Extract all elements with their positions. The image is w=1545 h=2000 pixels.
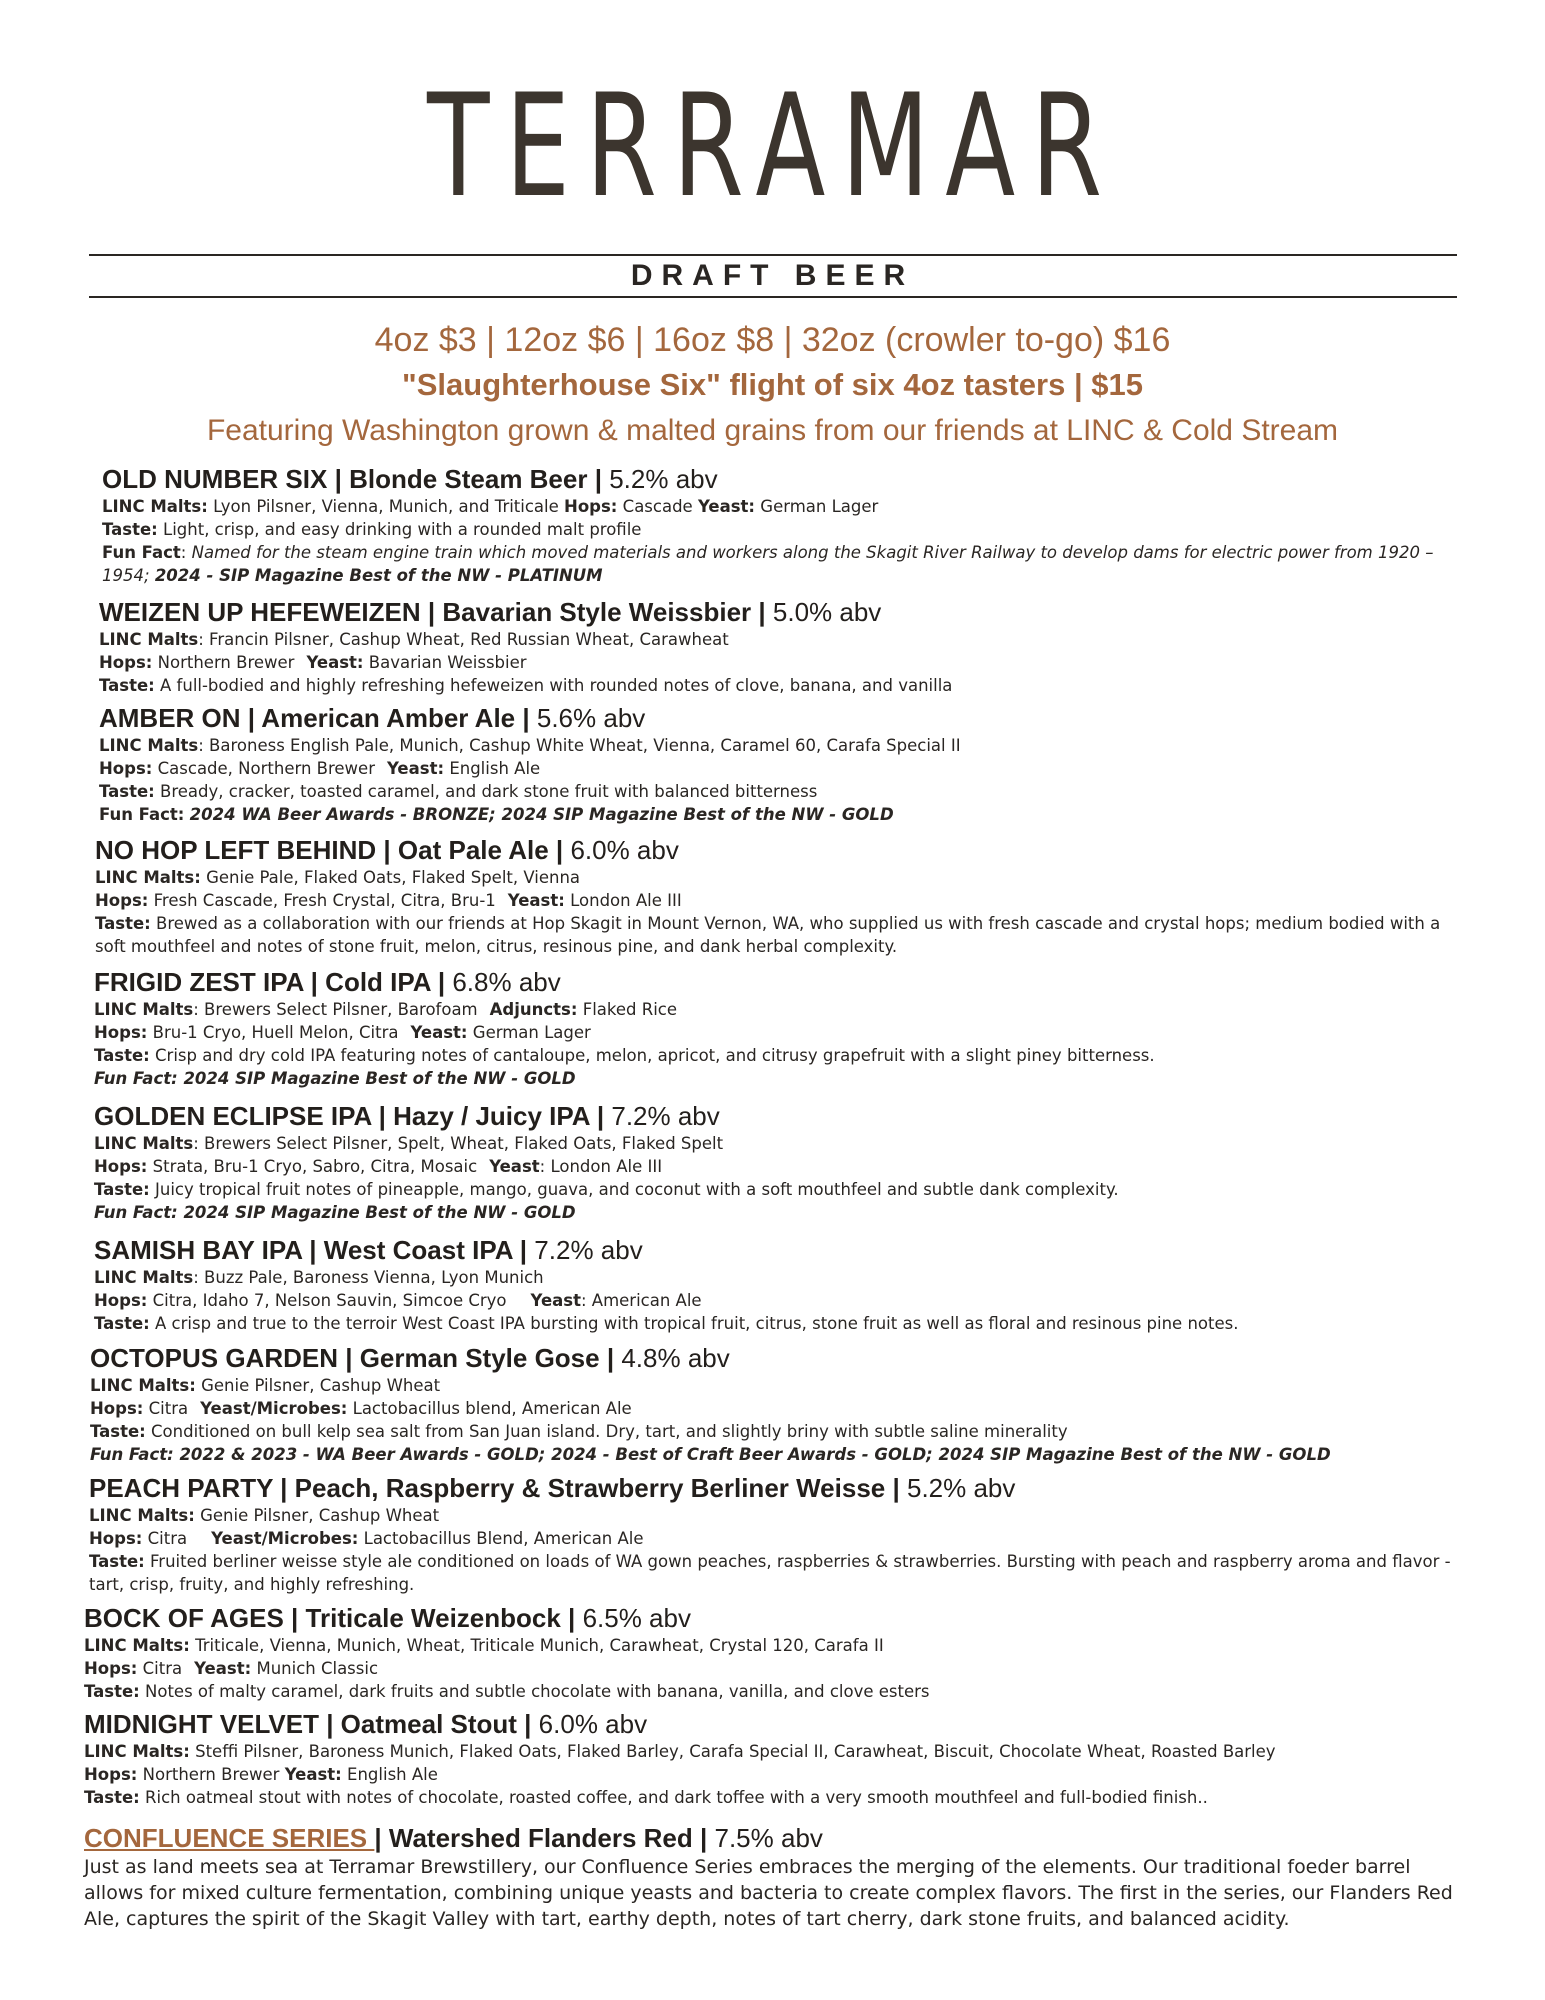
hops-value: Cascade <box>622 497 693 516</box>
beer-hops-yeast <box>89 1527 1465 1550</box>
beer-taste <box>89 1550 1465 1596</box>
beer-hops-yeast <box>95 889 1465 912</box>
beer-taste <box>94 1312 1465 1335</box>
beer-name: WEIZEN UP HEFEWEIZEN | Bavarian Style Weissbier | <box>99 597 766 627</box>
malts-value: Genie Pale, Flaked Oats, Flaked Spelt, Vienna <box>206 868 581 887</box>
beer-abv: 7.5% abv <box>714 1823 823 1853</box>
beer-name: FRIGID ZEST IPA | Cold IPA | <box>94 967 446 997</box>
beer-taste <box>99 780 1465 803</box>
taste-value: Rich oatmeal stout with notes of chocolate, roasted coffee, and dark toffee with a very smooth mouthfeel and full-bodied finish.. <box>145 1788 1208 1807</box>
beer-name: OLD NUMBER SIX | Blonde Steam Beer | <box>102 464 602 494</box>
malts-value: Baroness English Pale, Munich, Cashup White Wheat, Vienna, Caramel 60, Carafa Special II <box>209 736 961 755</box>
linc-malts-label: LINC Malts <box>94 1268 194 1287</box>
beer-item <box>99 596 1465 697</box>
yeast-value: German Lager <box>760 497 879 516</box>
yeast-label: Yeast: <box>284 1765 342 1784</box>
hops-value: Bru-1 Cryo, Huell Melon, Citra <box>152 1023 399 1042</box>
taste-label: Taste: <box>90 1422 146 1441</box>
beer-title <box>84 1602 1465 1634</box>
beer-title <box>95 834 1465 866</box>
beer-malts: LINC Malts: Brewers Select Pilsner, Spelt, Wheat, Flaked Oats, Flaked Spelt <box>94 1134 724 1153</box>
taste-label: Taste: <box>99 676 155 695</box>
beer-malts <box>89 1504 1465 1527</box>
beer-item <box>95 834 1465 958</box>
beer-name: MIDNIGHT VELVET | Oatmeal Stout | <box>84 1709 532 1739</box>
beer-malts: LINC Malts: Buzz Pale, Baroness Vienna, Lyon Munich <box>94 1268 544 1287</box>
beer-taste <box>84 1786 1465 1809</box>
beer-name: GOLDEN ECLIPSE IPA | Hazy / Juicy IPA | <box>94 1101 605 1131</box>
beer-title <box>99 596 1465 628</box>
beer-taste <box>84 1680 1465 1703</box>
yeast-value: English Ale <box>347 1765 438 1784</box>
taste-value: A full-bodied and highly refreshing hefeweizen with rounded notes of clove, banana, and vanilla <box>160 676 953 695</box>
beer-abv: 7.2% abv <box>534 1235 643 1265</box>
yeast-value: Munich Classic <box>256 1659 379 1678</box>
beer-name: PEACH PARTY | Peach, Raspberry & Strawberry Berliner Weisse | <box>89 1473 900 1503</box>
beer-taste <box>90 1420 1465 1443</box>
beer-hops-yeast <box>84 1763 1465 1786</box>
beer-item <box>94 966 1465 1090</box>
hops-label: Hops: <box>84 1659 138 1678</box>
beer-abv: 6.8% abv <box>452 967 561 997</box>
hops-value: Citra <box>142 1659 183 1678</box>
beer-abv: 6.0% abv <box>570 835 679 865</box>
beer-malts: LINC Malts: Francin Pilsner, Cashup Wheat, Red Russian Wheat, Carawheat <box>99 630 729 649</box>
beer-item <box>84 1602 1465 1703</box>
beer-fun-fact: Fun Fact: Named for the steam engine train which moved materials and workers along the Skagit River Railway to develop dams for electric power from 1920 – 1954; 2024 - SIP Magazine Best of the NW - PLATINUM <box>102 543 1434 585</box>
taste-label: Taste: <box>94 1314 150 1333</box>
malts-value: Triticale, Vienna, Munich, Wheat, Triticale Munich, Carawheat, Crystal 120, Carafa II <box>195 1636 884 1655</box>
beer-abv: 4.8% abv <box>621 1343 730 1373</box>
beer-name: NO HOP LEFT BEHIND | Oat Pale Ale | <box>95 835 564 865</box>
taste-value: A crisp and true to the terroir West Coast IPA bursting with tropical fruit, citrus, stone fruit as well as floral and resinous pine notes. <box>155 1314 1239 1333</box>
taste-label: Taste: <box>95 914 151 933</box>
beer-title <box>94 966 1465 998</box>
hops-label: Hops: <box>564 497 618 516</box>
hops-value: Cascade, Northern Brewer <box>157 759 375 778</box>
beer-taste <box>94 1178 1465 1201</box>
beer-abv: 6.5% abv <box>582 1603 691 1633</box>
taste-label: Taste: <box>99 782 155 801</box>
hops-label: Hops: <box>84 1765 138 1784</box>
featuring-note: Featuring Washington grown & malted grains from our friends at LINC & Cold Stream <box>206 414 1339 447</box>
taste-value: Bready, cracker, toasted caramel, and dark stone fruit with balanced bitterness <box>160 782 818 801</box>
beer-hops-yeast <box>84 1657 1465 1680</box>
beer-title <box>94 1100 1465 1132</box>
hops-label: Hops: <box>90 1399 144 1418</box>
yeast-label: Yeast: <box>306 653 364 672</box>
confluence-series-link[interactable]: CONFLUENCE SERIES <box>84 1823 375 1853</box>
taste-label: Taste: <box>84 1788 140 1807</box>
yeast-label: Yeast: <box>387 759 445 778</box>
yeast-value: English Ale <box>449 759 541 778</box>
yeast-microbes-label: Yeast/Microbes: <box>200 1399 348 1418</box>
taste-value: Crisp and dry cold IPA featuring notes of cantaloupe, melon, apricot, and citrusy grapefruit with a slight piney bitterness. <box>155 1046 1155 1065</box>
fun-fact-label: Fun Fact: <box>99 805 185 824</box>
taste-label: Taste: <box>94 1046 150 1065</box>
hops-value: Citra <box>147 1529 188 1548</box>
taste-label: Taste: <box>84 1682 140 1701</box>
beer-malts-hops-yeast <box>102 495 1465 518</box>
beer-taste <box>99 674 1465 697</box>
beer-fun-fact: Fun Fact: 2024 SIP Magazine Best of the NW - GOLD <box>94 1069 576 1088</box>
yeast-microbes-label: Yeast/Microbes: <box>211 1529 359 1548</box>
malts-value: Francin Pilsner, Cashup Wheat, Red Russian Wheat, Carawheat <box>209 630 729 649</box>
beer-item <box>94 1234 1465 1335</box>
beer-malts <box>90 1374 1465 1397</box>
beer-malts: LINC Malts: Baroness English Pale, Munich, Cashup White Wheat, Vienna, Caramel 60, Carafa Special II <box>99 736 961 755</box>
taste-label: Taste: <box>94 1180 150 1199</box>
hops-label: Hops: <box>99 653 153 672</box>
hops-label: Hops: <box>89 1529 143 1548</box>
fun-fact-value: 2024 WA Beer Awards - BRONZE; 2024 SIP Magazine Best of the NW - GOLD <box>189 805 894 824</box>
beer-malts <box>84 1740 1465 1763</box>
malts-value: Brewers Select Pilsner, Spelt, Wheat, Flaked Oats, Flaked Spelt <box>204 1134 724 1153</box>
malts-value: Steffi Pilsner, Baroness Munich, Flaked Oats, Flaked Barley, Carafa Special II, Carawheat, Biscuit, Chocolate Wheat, Roasted Barley <box>195 1742 1276 1761</box>
yeast-value: London Ale III <box>550 1157 663 1176</box>
yeast-value: American Ale <box>591 1291 702 1310</box>
malts-value: Lyon Pilsner, Vienna, Munich, and Triticale <box>213 497 559 516</box>
beer-hops-yeast: Hops: Citra, Idaho 7, Nelson Sauvin, Simcoe Cryo Yeast: American Ale <box>94 1291 702 1310</box>
yeast-label: Yeast: <box>410 1023 468 1042</box>
yeast-label: Yeast: <box>697 497 756 516</box>
beer-abv: 6.0% abv <box>538 1709 648 1739</box>
beer-name: OCTOPUS GARDEN | German Style Gose | <box>90 1343 615 1373</box>
beer-hops-yeast: Hops: Strata, Bru-1 Cryo, Sabro, Citra, Mosaic Yeast: London Ale III <box>94 1157 663 1176</box>
yeast-value: Lactobacillus blend, American Ale <box>352 1399 632 1418</box>
linc-malts-label: LINC Malts: <box>102 497 208 516</box>
linc-malts-label: LINC Malts: <box>84 1636 190 1655</box>
malts-value: Genie Pilsner, Cashup Wheat <box>200 1506 440 1525</box>
hops-value: Northern Brewer <box>142 1765 280 1784</box>
divider-bottom <box>89 296 1457 298</box>
linc-malts-label: LINC Malts <box>99 630 199 649</box>
taste-value: Fruited berliner weisse style ale conditioned on loads of WA gown peaches, raspberries & strawberries. Bursting with peach and raspberry aroma and flavor - tart, crisp, fruity, and highly refreshing. <box>89 1552 1451 1594</box>
yeast-label: Yeast <box>489 1157 540 1176</box>
linc-malts-label: LINC Malts: <box>95 868 201 887</box>
beer-abv: 5.0% abv <box>772 597 882 627</box>
beer-malts-adjuncts: LINC Malts: Brewers Select Pilsner, Barofoam Adjuncts: Flaked Rice <box>94 1000 678 1019</box>
linc-malts-label: LINC Malts <box>94 1134 194 1153</box>
beer-fun-fact: Fun Fact: 2022 & 2023 - WA Beer Awards - GOLD; 2024 - Best of Craft Beer Awards - GOLD; 2024 SIP Magazine Best of the NW - GOLD <box>90 1445 1331 1464</box>
beer-item <box>99 702 1465 826</box>
hops-label: Hops: <box>94 1023 148 1042</box>
linc-malts-label: LINC Malts: <box>89 1506 195 1525</box>
confluence-description: Just as land meets sea at Terramar Brewstillery, our Confluence Series embraces the merging of the elements. Our traditional foeder barrel allows for mixed culture fermentation, combining unique yeasts and bacteria to create complex flavors. The first in the series, our Flanders Red Ale, captures the spirit of the Skagit Valley with tart, earthy depth, notes of tart cherry, dark stone fruits, and balanced acidity. <box>84 1856 1453 1930</box>
beer-abv: 5.2% abv <box>609 464 718 494</box>
hops-value: Fresh Cascade, Fresh Crystal, Citra, Bru-1 <box>153 891 496 910</box>
taste-value: Brewed as a collaboration with our friends at Hop Skagit in Mount Vernon, WA, who supplied us with fresh cascade and crystal hops; medium bodied with a soft mouthfeel and notes of stone fruit, melon, citrus, resinous pine, and dank herbal complexity. <box>95 914 1441 956</box>
linc-malts-label: LINC Malts: <box>90 1376 196 1395</box>
hops-label: Hops: <box>95 891 149 910</box>
hops-value: Citra <box>148 1399 189 1418</box>
linc-malts-label: LINC Malts: <box>84 1742 190 1761</box>
yeast-label: Yeast: <box>507 891 565 910</box>
malts-value: Genie Pilsner, Cashup Wheat <box>201 1376 441 1395</box>
yeast-value: Lactobacillus Blend, American Ale <box>363 1529 644 1548</box>
linc-malts-label: LINC Malts <box>94 1000 194 1019</box>
beer-hops-yeast <box>94 1021 1465 1044</box>
beer-item <box>90 1342 1465 1466</box>
brewery-logo: TERRAMAR <box>427 64 1118 229</box>
flight-offer: "Slaughterhouse Six" flight of six 4oz tasters | $15 <box>402 367 1143 402</box>
taste-value: Notes of malty caramel, dark fruits and subtle chocolate with banana, vanilla, and clove esters <box>145 1682 930 1701</box>
yeast-label: Yeast: <box>194 1659 252 1678</box>
beer-name: | Watershed Flanders Red | <box>374 1823 708 1853</box>
beer-name: AMBER ON | American Amber Ale | <box>99 703 530 733</box>
taste-label: Taste: <box>102 520 158 539</box>
malts-value: Brewers Select Pilsner, Barofoam <box>204 1000 478 1019</box>
beer-title <box>94 1234 1465 1266</box>
beer-taste <box>102 518 1465 541</box>
hops-label: Hops: <box>94 1157 148 1176</box>
beer-name: SAMISH BAY IPA | West Coast IPA | <box>94 1235 528 1265</box>
beer-malts <box>95 866 1465 889</box>
beer-name: BOCK OF AGES | Triticale Weizenbock | <box>84 1603 576 1633</box>
taste-value: Conditioned on bull kelp sea salt from San Juan island. Dry, tart, and slightly briny with subtle saline minerality <box>151 1422 1068 1441</box>
beer-item <box>94 1100 1465 1224</box>
fun-fact-award: 2024 - SIP Magazine Best of the NW - PLATINUM <box>154 566 603 585</box>
fun-fact-label: Fun Fact <box>102 543 181 562</box>
beer-abv: 5.6% abv <box>536 703 646 733</box>
beer-taste <box>94 1044 1465 1067</box>
taste-value: Light, crisp, and easy drinking with a rounded malt profile <box>163 520 642 539</box>
hops-value: Strata, Bru-1 Cryo, Sabro, Citra, Mosaic <box>152 1157 478 1176</box>
beer-hops-yeast <box>90 1397 1465 1420</box>
beer-hops-yeast <box>99 651 1465 674</box>
taste-label: Taste: <box>89 1552 145 1571</box>
adjuncts-label: Adjuncts: <box>489 1000 578 1019</box>
beer-fun-fact <box>99 803 1465 826</box>
beer-title <box>84 1708 1465 1740</box>
hops-label: Hops: <box>94 1291 148 1310</box>
adjuncts-value: Flaked Rice <box>582 1000 678 1019</box>
hops-value: Citra, Idaho 7, Nelson Sauvin, Simcoe Cryo <box>152 1291 507 1310</box>
fun-fact-value: Named for the steam engine train which moved materials and workers along the Skagit River Railway to develop dams for electric power from 1920 – 1954; <box>102 543 1434 585</box>
beer-title <box>84 1822 1465 1854</box>
beer-malts <box>84 1634 1465 1657</box>
beer-title <box>90 1342 1465 1374</box>
beer-hops-yeast <box>99 757 1465 780</box>
hops-value: Northern Brewer <box>157 653 295 672</box>
beer-item <box>84 1708 1465 1809</box>
yeast-value: German Lager <box>472 1023 591 1042</box>
hops-label: Hops: <box>99 759 153 778</box>
beer-title <box>99 702 1465 734</box>
beer-abv: 5.2% abv <box>906 1473 1016 1503</box>
beer-title <box>89 1472 1465 1504</box>
yeast-value: Bavarian Weissbier <box>368 653 527 672</box>
beer-title <box>102 463 1465 495</box>
taste-value: Juicy tropical fruit notes of pineapple, mango, guava, and coconut with a soft mouthfeel and subtle dank complexity. <box>155 1180 1119 1199</box>
beer-taste <box>95 912 1465 958</box>
section-title: DRAFT BEER <box>630 259 915 292</box>
yeast-value: London Ale III <box>570 891 682 910</box>
confluence-series <box>84 1822 1465 1932</box>
malts-value: Buzz Pale, Baroness Vienna, Lyon Munich <box>204 1268 544 1287</box>
beer-item <box>89 1472 1465 1596</box>
linc-malts-label: LINC Malts <box>99 736 199 755</box>
beer-fun-fact: Fun Fact: 2024 SIP Magazine Best of the NW - GOLD <box>94 1203 576 1222</box>
pricing-line: 4oz $3 | 12oz $6 | 16oz $8 | 32oz (crowler to-go) $16 <box>374 321 1171 359</box>
beer-item <box>102 463 1465 587</box>
beer-abv: 7.2% abv <box>611 1101 720 1131</box>
yeast-label: Yeast <box>530 1291 581 1310</box>
